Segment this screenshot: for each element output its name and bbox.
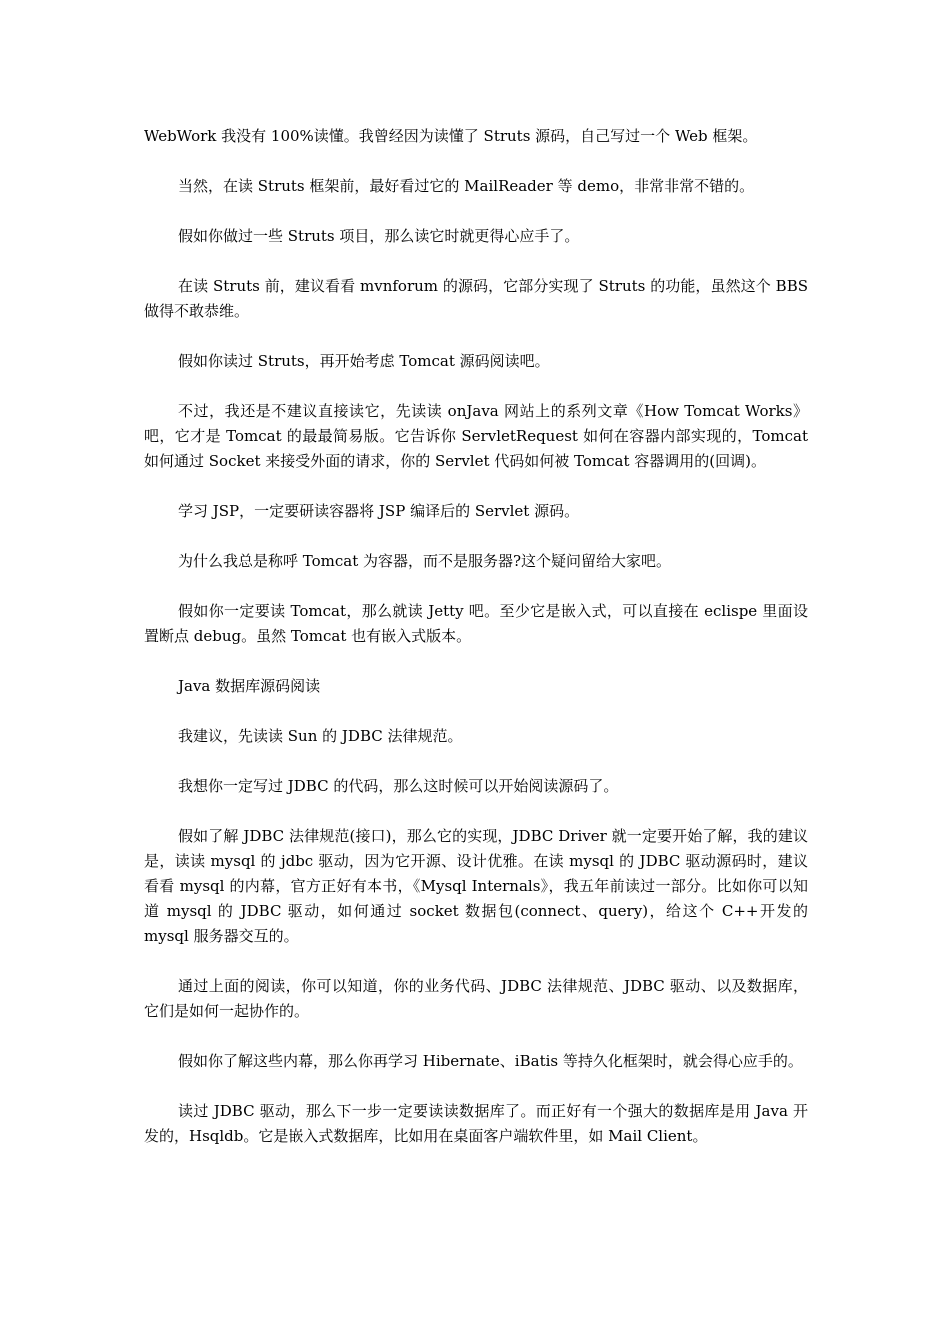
paragraph: 假如你一定要读 Tomcat，那么就读 Jetty 吧。至少它是嵌入式，可以直接在 eclispe 里面设置断点 debug。虽然 Tomcat 也有嵌入式版本。	[144, 602, 808, 645]
paragraph: 学习 JSP，一定要研读容器将 JSP 编译后的 Servlet 源码。	[178, 502, 580, 520]
paragraph: 通过上面的阅读，你可以知道，你的业务代码、JDBC 法律规范、JDBC 驱动、以及数据库，它们是如何一起协作的。	[144, 977, 808, 1020]
paragraph: 在读 Struts 前，建议看看 mvnforum 的源码，它部分实现了 Struts 的功能，虽然这个 BBS 做得不敢恭维。	[144, 277, 808, 320]
paragraph: 当然，在读 Struts 框架前，最好看过它的 MailReader 等 demo，非常非常不错的。	[178, 177, 755, 195]
paragraph: 假如了解 JDBC 法律规范(接口)，那么它的实现，JDBC Driver 就一定要开始了解，我的建议是，读读 mysql 的 jdbc 驱动，因为它开源、设计优雅。在读 mysql 的 JDBC 驱动源码时，建议看看 mysql 的内幕，官方正好有本书，《Mysql Internals》，我五年前读过一部分。比如你可以知道 mysql 的 JDBC 驱动，如何通过 socket 数据包(connect、query)，给这个 C++开发的 mysql 服务器交互的。	[144, 827, 808, 945]
paragraph: WebWork 我没有 100%读懂。我曾经因为读懂了 Struts 源码，自己写过一个 Web 框架。	[144, 127, 758, 145]
paragraph: 读过 JDBC 驱动，那么下一步一定要读读数据库了。而正好有一个强大的数据库是用 Java 开发的，Hsqldb。它是嵌入式数据库，比如用在桌面客户端软件里，如 Mail Client。	[144, 1102, 808, 1145]
paragraph: 假如你做过一些 Struts 项目，那么读它时就更得心应手了。	[178, 227, 580, 245]
document-body	[144, 124, 808, 1174]
paragraph: 我建议，先读读 Sun 的 JDBC 法律规范。	[178, 727, 463, 745]
paragraph: 假如你了解这些内幕，那么你再学习 Hibernate、iBatis 等持久化框架时，就会得心应手的。	[178, 1052, 803, 1070]
paragraph: 不过，我还是不建议直接读它，先读读 onJava 网站上的系列文章《How Tomcat Works》吧，它才是 Tomcat 的最最简易版。它告诉你 ServletRequest 如何在容器内部实现的，Tomcat 如何通过 Socket 来接受外面的请求，你的 Servlet 代码如何被 Tomcat 容器调用的(回调)。	[144, 402, 808, 470]
paragraph: 假如你读过 Struts，再开始考虑 Tomcat 源码阅读吧。	[178, 352, 550, 370]
section-heading: Java 数据库源码阅读	[178, 677, 321, 695]
paragraph: 为什么我总是称呼 Tomcat 为容器，而不是服务器?这个疑问留给大家吧。	[178, 552, 672, 570]
paragraph: 我想你一定写过 JDBC 的代码，那么这时候可以开始阅读源码了。	[178, 777, 619, 795]
